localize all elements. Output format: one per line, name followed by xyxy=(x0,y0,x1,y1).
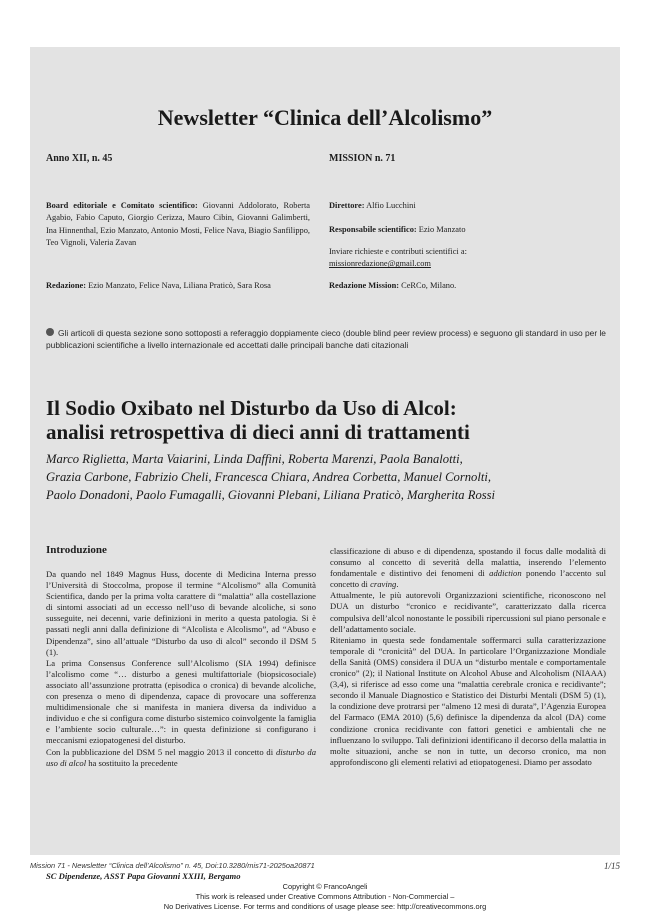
article-authors xyxy=(46,450,616,504)
editorial-board-names: Giovanni Addolorato, Roberta Agabio, Fabio Caputo, Giorgio Cerizza, Mauro Cibin, Giovanni Galimberti, Ina Hinnenthal, Ezio Manzato, Antonio Mosti, Felice Nava, Biagio Sanfilippo, Teo Vignoli, Valeria Zavan xyxy=(46,201,310,248)
paragraph: La prima Consensus Conference sull’Alcolismo (SIA 1994) definisce l’alcolismo come “… disturbo a genesi multifattoriale (biopsicosociale) associato all’assunzione protratta (episodica o cronica) di bevande alcoliche, con presenza o meno di dipendenza, capace di provocare una sofferenza multidimensionale che si manifesta in maniera diversa da individuo a individuo e che si configura come disturbo sistemico coinvolgente la famiglia e l’ambiente socio culturale…”: in questa definizione si configurano i meccanismi eziopatogenesi del disturbo. xyxy=(46,657,316,746)
redazione-block xyxy=(46,280,310,292)
scientific-block xyxy=(329,224,609,236)
section-heading-introduction: Introduzione xyxy=(46,544,107,556)
submission-block xyxy=(329,246,609,271)
article-title xyxy=(46,396,616,444)
mission-redazione-value: CeRCo, Milano. xyxy=(399,281,457,290)
page-number: 1/15 xyxy=(603,861,620,871)
copyright-notice xyxy=(0,882,650,912)
copyright-line-2: This work is released under Creative Commons Attribution - Non-Commercial – xyxy=(195,892,455,901)
paragraph: Da quando nel 1849 Magnus Huss, docente di Medicina Interna presso l’Università di Stoccolma, propose il termine “Alcolismo” alla Comunità Scientifica, dando per la prima volta carattere di “malattia” alla costellazione di sintomi associati ad un eccesso nell’uso di bevande alcoliche, si sono susseguite, nei decenni, varie definizioni in merito a questa patologia. Si è passati negli anni dalla definizione di “Alcolista e Alcolismo”, ad “Abuso e Dipendenza”, sino all’attuale “Disturbo da uso di alcol” secondo il DSM 5 (1). xyxy=(46,569,316,657)
submission-email-link[interactable]: missionredazione@gmail.com xyxy=(329,259,431,269)
scientific-name: Ezio Manzato xyxy=(416,225,466,234)
director-name: Alfio Lucchini xyxy=(364,201,416,210)
mission-issue-label: MISSION n. 71 xyxy=(329,153,396,164)
redazione-label: Redazione: xyxy=(46,281,87,290)
body-column-right xyxy=(330,546,606,768)
paragraph: Con la pubblicazione del DSM 5 nel maggio 2013 il concetto di disturbo da uso di alcol ha sostituito la precedente xyxy=(46,746,316,768)
article-title-line-2: analisi retrospettiva di dieci anni di trattamenti xyxy=(46,420,470,444)
peer-review-notice xyxy=(46,327,606,351)
director-block xyxy=(329,200,609,212)
paragraph: Riteniamo in questa sede fondamentale soffermarci sulla caratterizzazione temporale di “cronicità” del DUA. In particolare l’Organizzazione Mondiale della Sanità (OMS) considera il DUA un “disturbo mentale e comportamentale cronico” (2); il National Institute on Alcohol Abuse and Alcoholism (NIAAA) (3,4), si riferisce ad esso come una “malattia cerebrale cronica e recidivante”; secondo il Manuale Diagnostico e Statistico dei Disturbi Mentali (DSM 5) (1), la condizione deve protrarsi per “almeno 12 mesi di durata”, l’Agenzia Europea del Farmaco (EMA 2010) (5,6) definisce la dipendenza da alcol (DA) come condizione cronica recidivante con fattori genetici e ambientali che ne influenzano lo sviluppo. Tali definizioni identificano il decorso della malattia in molte situazioni, anche se non in tutte, un decorso cronico, ma non approfondiscono gli elementi relativi ad etiopatogenesi. Diamo per assodato xyxy=(330,634,606,767)
paragraph: classificazione di abuso e di dipendenza, spostando il focus dalle modalità di consumo al concetto di severità della malattia, inserendo l’elemento fondamentale e distintivo dei fenomeni di addiction ponendo l’accento sul concetto di craving. xyxy=(330,546,606,590)
copyright-line-1: Copyright © FrancoAngeli xyxy=(282,882,368,891)
open-access-icon xyxy=(46,328,54,336)
body-column-left xyxy=(46,569,316,769)
issue-label: Anno XII, n. 45 xyxy=(46,153,113,164)
mission-redazione-block xyxy=(329,280,609,292)
mission-redazione-label: Redazione Mission: xyxy=(329,281,400,290)
submission-text: Inviare richieste e contributi scientifici a: xyxy=(329,247,467,256)
copyright-line-3: No Derivatives License. For terms and conditions of usage please see: http://creativecommons.org xyxy=(163,902,487,911)
page-footer xyxy=(30,861,620,870)
director-label: Direttore: xyxy=(329,201,365,210)
article-title-line-1: Il Sodio Oxibato nel Disturbo da Uso di Alcol: xyxy=(46,396,457,420)
peer-review-text: Gli articoli di questa sezione sono sottoposti a referaggio doppiamente cieco (double blind peer review process) e seguono gli standard in uso per le pubblicazioni scientifiche a livello internazionale ed accettati dalle principali banche dati citazionali xyxy=(46,328,606,350)
editorial-board-label: Board editoriale e Comitato scientifico: xyxy=(46,201,198,210)
redazione-names: Ezio Manzato, Felice Nava, Liliana Praticò, Sara Rosa xyxy=(86,281,271,290)
authors-line-2: Grazia Carbone, Fabrizio Cheli, Francesca Chiara, Andrea Corbetta, Manuel Cornolti, xyxy=(46,470,491,484)
authors-line-1: Marco Riglietta, Marta Vaiarini, Linda Daffini, Roberta Marenzi, Paola Banalotti, xyxy=(46,452,463,466)
citation-text: Mission 71 - Newsletter “Clinica dell’Alcolismo” n. 45, Doi:10.3280/mis71-2025oa20871 xyxy=(30,861,315,870)
editorial-board xyxy=(46,200,310,250)
newsletter-title: Newsletter “Clinica dell’Alcolismo” xyxy=(157,105,493,130)
authors-line-3: Paolo Donadoni, Paolo Fumagalli, Giovanni Plebani, Liliana Praticò, Margherita Rossi xyxy=(46,488,496,502)
paragraph: Attualmente, le più autorevoli Organizzazioni scientifiche, riconoscono nel DUA un disturbo “cronico e recidivante”, caratterizzato dalla ricerca compulsiva dell’alcol nonostante le possibili ripercussioni sul piano personale e dell’adattamento sociale. xyxy=(330,590,606,634)
scientific-label: Responsabile scientifico: xyxy=(329,225,417,234)
author-affiliation: SC Dipendenze, ASST Papa Giovanni XXIII, Bergamo xyxy=(46,871,241,881)
